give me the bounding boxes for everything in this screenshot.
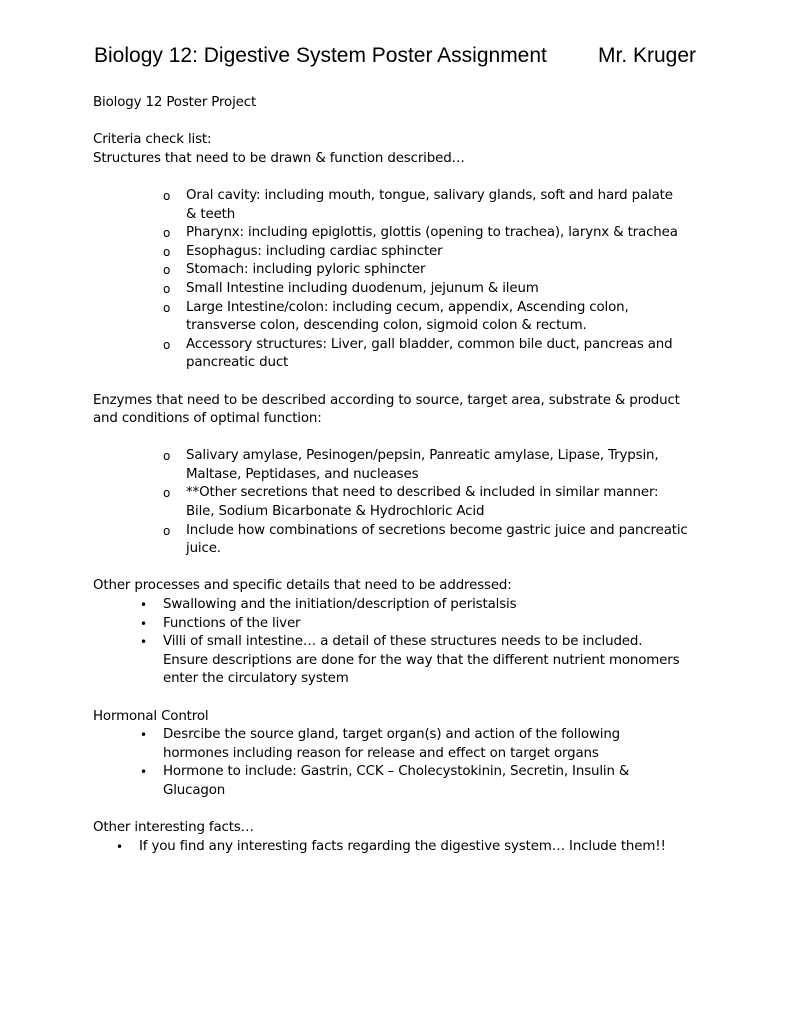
list-item-text: Pharynx: including epiglottis, glottis (opening to trachea), larynx & trachea — [186, 225, 678, 241]
list-item-text: Villi of small intestine… a detail of these structures needs to be included. — [163, 634, 643, 650]
facts-heading: Other interesting facts… — [93, 820, 254, 836]
circle-bullet-icon: o — [163, 337, 171, 352]
enzymes-list — [93, 447, 713, 559]
list-item-text: Functions of the liver — [163, 615, 301, 631]
list-item-text: Stomach: including pyloric sphincter — [186, 262, 426, 278]
list-item — [93, 633, 713, 689]
list-item-text: hormones including reason for release and effect on target organs — [163, 745, 599, 761]
bullet-icon: • — [116, 839, 123, 854]
list-item — [93, 763, 713, 800]
list-item-text: Ensure descriptions are done for the way that the different nutrient monomers — [163, 652, 680, 668]
circle-bullet-icon: o — [163, 281, 171, 296]
list-item — [93, 484, 713, 521]
bullet-icon: • — [140, 765, 147, 780]
bullet-icon: • — [140, 635, 147, 650]
processes-heading: Other processes and specific details that need to be addressed: — [93, 578, 512, 594]
circle-bullet-icon: o — [163, 244, 171, 259]
enzymes-intro-line: and conditions of optimal function: — [93, 411, 322, 427]
list-item — [93, 615, 713, 634]
criteria-intro: Structures that need to be drawn & function described… — [93, 150, 465, 166]
list-item-text: Swallowing and the initiation/description of peristalsis — [163, 597, 517, 613]
list-item-text: pancreatic duct — [186, 355, 289, 371]
circle-bullet-icon: o — [163, 226, 171, 241]
list-item-text: Glucagon — [163, 782, 226, 798]
project-title: Biology 12 Poster Project — [93, 95, 257, 110]
list-item — [93, 596, 713, 615]
list-item-text: Large Intestine/colon: including cecum, appendix, Ascending colon, — [186, 299, 629, 315]
list-item-text: Desrcibe the source gland, target organ(s) and action of the following — [163, 727, 621, 743]
circle-bullet-icon: o — [163, 300, 171, 315]
hormonal-list — [93, 726, 713, 800]
facts-list — [93, 838, 713, 857]
list-item-text: Bile, Sodium Bicarbonate & Hydrochloric Acid — [186, 504, 485, 520]
list-item — [93, 838, 713, 857]
list-item — [93, 447, 713, 484]
list-item — [93, 336, 713, 373]
list-item — [93, 726, 713, 763]
bullet-icon: • — [140, 598, 147, 613]
list-item — [93, 187, 713, 224]
enzymes-intro-line: Enzymes that need to be described according to source, target area, substrate & product — [93, 392, 680, 408]
circle-bullet-icon: o — [163, 523, 171, 538]
list-item-text: Hormone to include: Gastrin, CCK – Cholecystokinin, Secretin, Insulin & — [163, 764, 630, 780]
list-item — [93, 522, 713, 559]
list-item-text: & teeth — [186, 206, 236, 222]
bullet-icon: • — [140, 728, 147, 743]
hormonal-heading: Hormonal Control — [93, 708, 209, 724]
list-item-text: Accessory structures: Liver, gall bladder, common bile duct, pancreas and — [186, 336, 673, 352]
list-item-text: Salivary amylase, Pesinogen/pepsin, Panreatic amylase, Lipase, Trypsin, — [186, 448, 659, 464]
list-item — [93, 299, 713, 336]
criteria-heading: Criteria check list: — [93, 132, 212, 148]
circle-bullet-icon: o — [163, 188, 171, 203]
list-item-text: Include how combinations of secretions become gastric juice and pancreatic — [186, 522, 688, 538]
list-item-text: transverse colon, descending colon, sigmoid colon & rectum. — [186, 318, 587, 334]
list-item — [93, 261, 713, 280]
list-item — [93, 243, 713, 262]
list-item-text: Esophagus: including cardiac sphincter — [186, 243, 443, 259]
processes-list — [93, 596, 713, 689]
list-item-text: enter the circulatory system — [163, 671, 349, 687]
list-item-text: juice. — [186, 541, 221, 557]
document-title: Biology 12: Digestive System Poster Assignment — [94, 44, 547, 67]
list-item-text: Oral cavity: including mouth, tongue, salivary glands, soft and hard palate — [186, 187, 673, 203]
document-body — [93, 94, 713, 856]
circle-bullet-icon: o — [163, 486, 171, 501]
circle-bullet-icon: o — [163, 263, 171, 278]
bullet-icon: • — [140, 616, 147, 631]
list-item-text: Small Intestine including duodenum, jejunum & ileum — [186, 280, 539, 296]
circle-bullet-icon: o — [163, 449, 171, 464]
list-item — [93, 224, 713, 243]
list-item-text: Maltase, Peptidases, and nucleases — [186, 466, 419, 482]
structures-list — [93, 187, 713, 373]
list-item-text: **Other secretions that need to described & included in similar manner: — [186, 485, 659, 501]
teacher-name: Mr. Kruger — [598, 44, 697, 67]
list-item-text: If you find any interesting facts regarding the digestive system… Include them!! — [139, 838, 666, 854]
list-item — [93, 280, 713, 299]
